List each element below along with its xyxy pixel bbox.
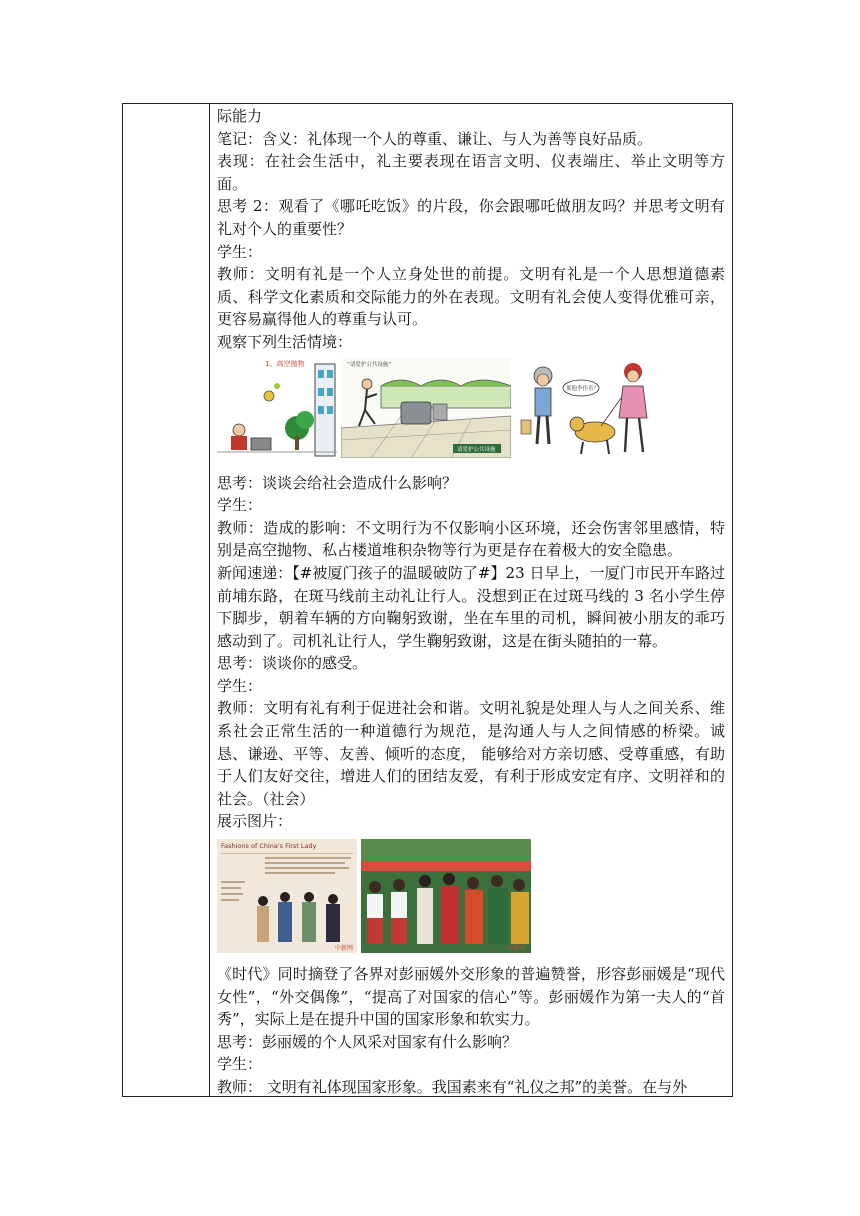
photo1-watermark: 中新网 [335,945,354,953]
text-line: 学生： [217,496,263,515]
photo2-watermark: 中新网 [507,945,526,953]
img2-caption: 请爱护公共设施 [457,446,496,453]
protect-public-facilities-illustration [341,358,511,458]
text-line: 学生： [217,242,263,261]
photo-images-row [217,839,725,953]
text-line: 学生： [217,676,263,695]
text-line: 思考：谈谈你的感受。 [217,654,368,673]
img1-caption: 1、高空抛物 [265,359,305,368]
text-line: 《时代》同时摘登了各界对彭丽媛外交形象的普遍赞誉，形容彭丽媛是“现代女性”，“外交偶像”，“提高了对国家的信心”等。彭丽媛作为第一夫人的“首秀”，实际上是在提升中国的国家形象和软实力。 [217,965,725,1029]
photo1-headline: Fashions of China's First Lady [221,842,317,851]
text-line: 展示图片： [217,812,293,831]
text-line: 思考：谈谈会给社会造成什么影响？ [217,473,458,492]
magazine-photo [217,839,357,953]
img2-sign: “请爱护公共设施” [347,361,392,368]
text-line: 学生： [217,1055,263,1074]
text-line: 教师：造成的影响：不文明行为不仅影响小区环境，还会伤害邻里感情，特别是高空抛物、私占楼道堆积杂物等行为更是存在着极大的安全隐患。 [217,518,725,560]
img3-speech-bubble: 那他李佳乐？ [566,385,600,392]
lesson-content [217,105,725,1099]
text-line: 笔记：含义：礼体现一个人的尊重、谦让、与人为善等良好品质。 [217,129,653,148]
text-line: 思考 2：观看了《哪吒吃饭》的片段，你会跟哪吒做朋友吗？并思考文明有礼对个人的重要性？ [217,197,725,238]
text-line: 表现：在社会生活中，礼主要表现在语言文明、仪表端庄、举止文明等方面。 [217,152,725,193]
text-line: 观察下列生活情境： [217,332,353,351]
dog-walking-illustration [515,358,665,458]
text-line: 新闻速递：【#被厦门孩子的温暖破防了#】23 日早上，一厦门市民开车路过前埔东路，在斑马线前主动礼让行人。没想到正在过斑马线的 3 名小学生停下脚步，朝着车辆的方向鞠躬致谢，坐在车里的司机，瞬间被小朋友的乖巧感动到了。司机礼让行人，学生鞠躬致谢，这是在街头随拍的一幕。 [217,563,725,650]
table-column-divider [209,103,210,1097]
text-line: 际能力 [217,107,263,125]
text-line: 教师：文明有礼是一个人立身处世的前提。文明有礼是一个人思想道德素质、科学文化素质和交际能力的外在表现。文明有礼会使人变得优雅可亲，更容易赢得他人的尊重与认可。 [217,265,725,329]
text-line: 教师：文明有礼有利于促进社会和谐。文明礼貌是处理人与人之间关系、维系社会正常生活的一种道德行为规范，是沟通人与人之间情感的桥梁。诚恳、谦逊、平等、友善、倾听的态度， 能够给对方亲切感、受尊重感，有助于人们友好交往，增进人们的团结友爱，有利于形成安定有序、文明祥和的社会。（社会） [217,699,725,808]
high-altitude-litter-illustration [217,358,337,458]
scene-images-row [217,358,725,458]
text-line: 思考：彭丽媛的个人风采对国家有什么影响？ [217,1032,518,1051]
visit-photo [361,839,531,953]
text-line: 教师： 文明有礼体现国家形象。我国素来有“礼仪之邦”的美誉。在与外 [217,1078,688,1096]
